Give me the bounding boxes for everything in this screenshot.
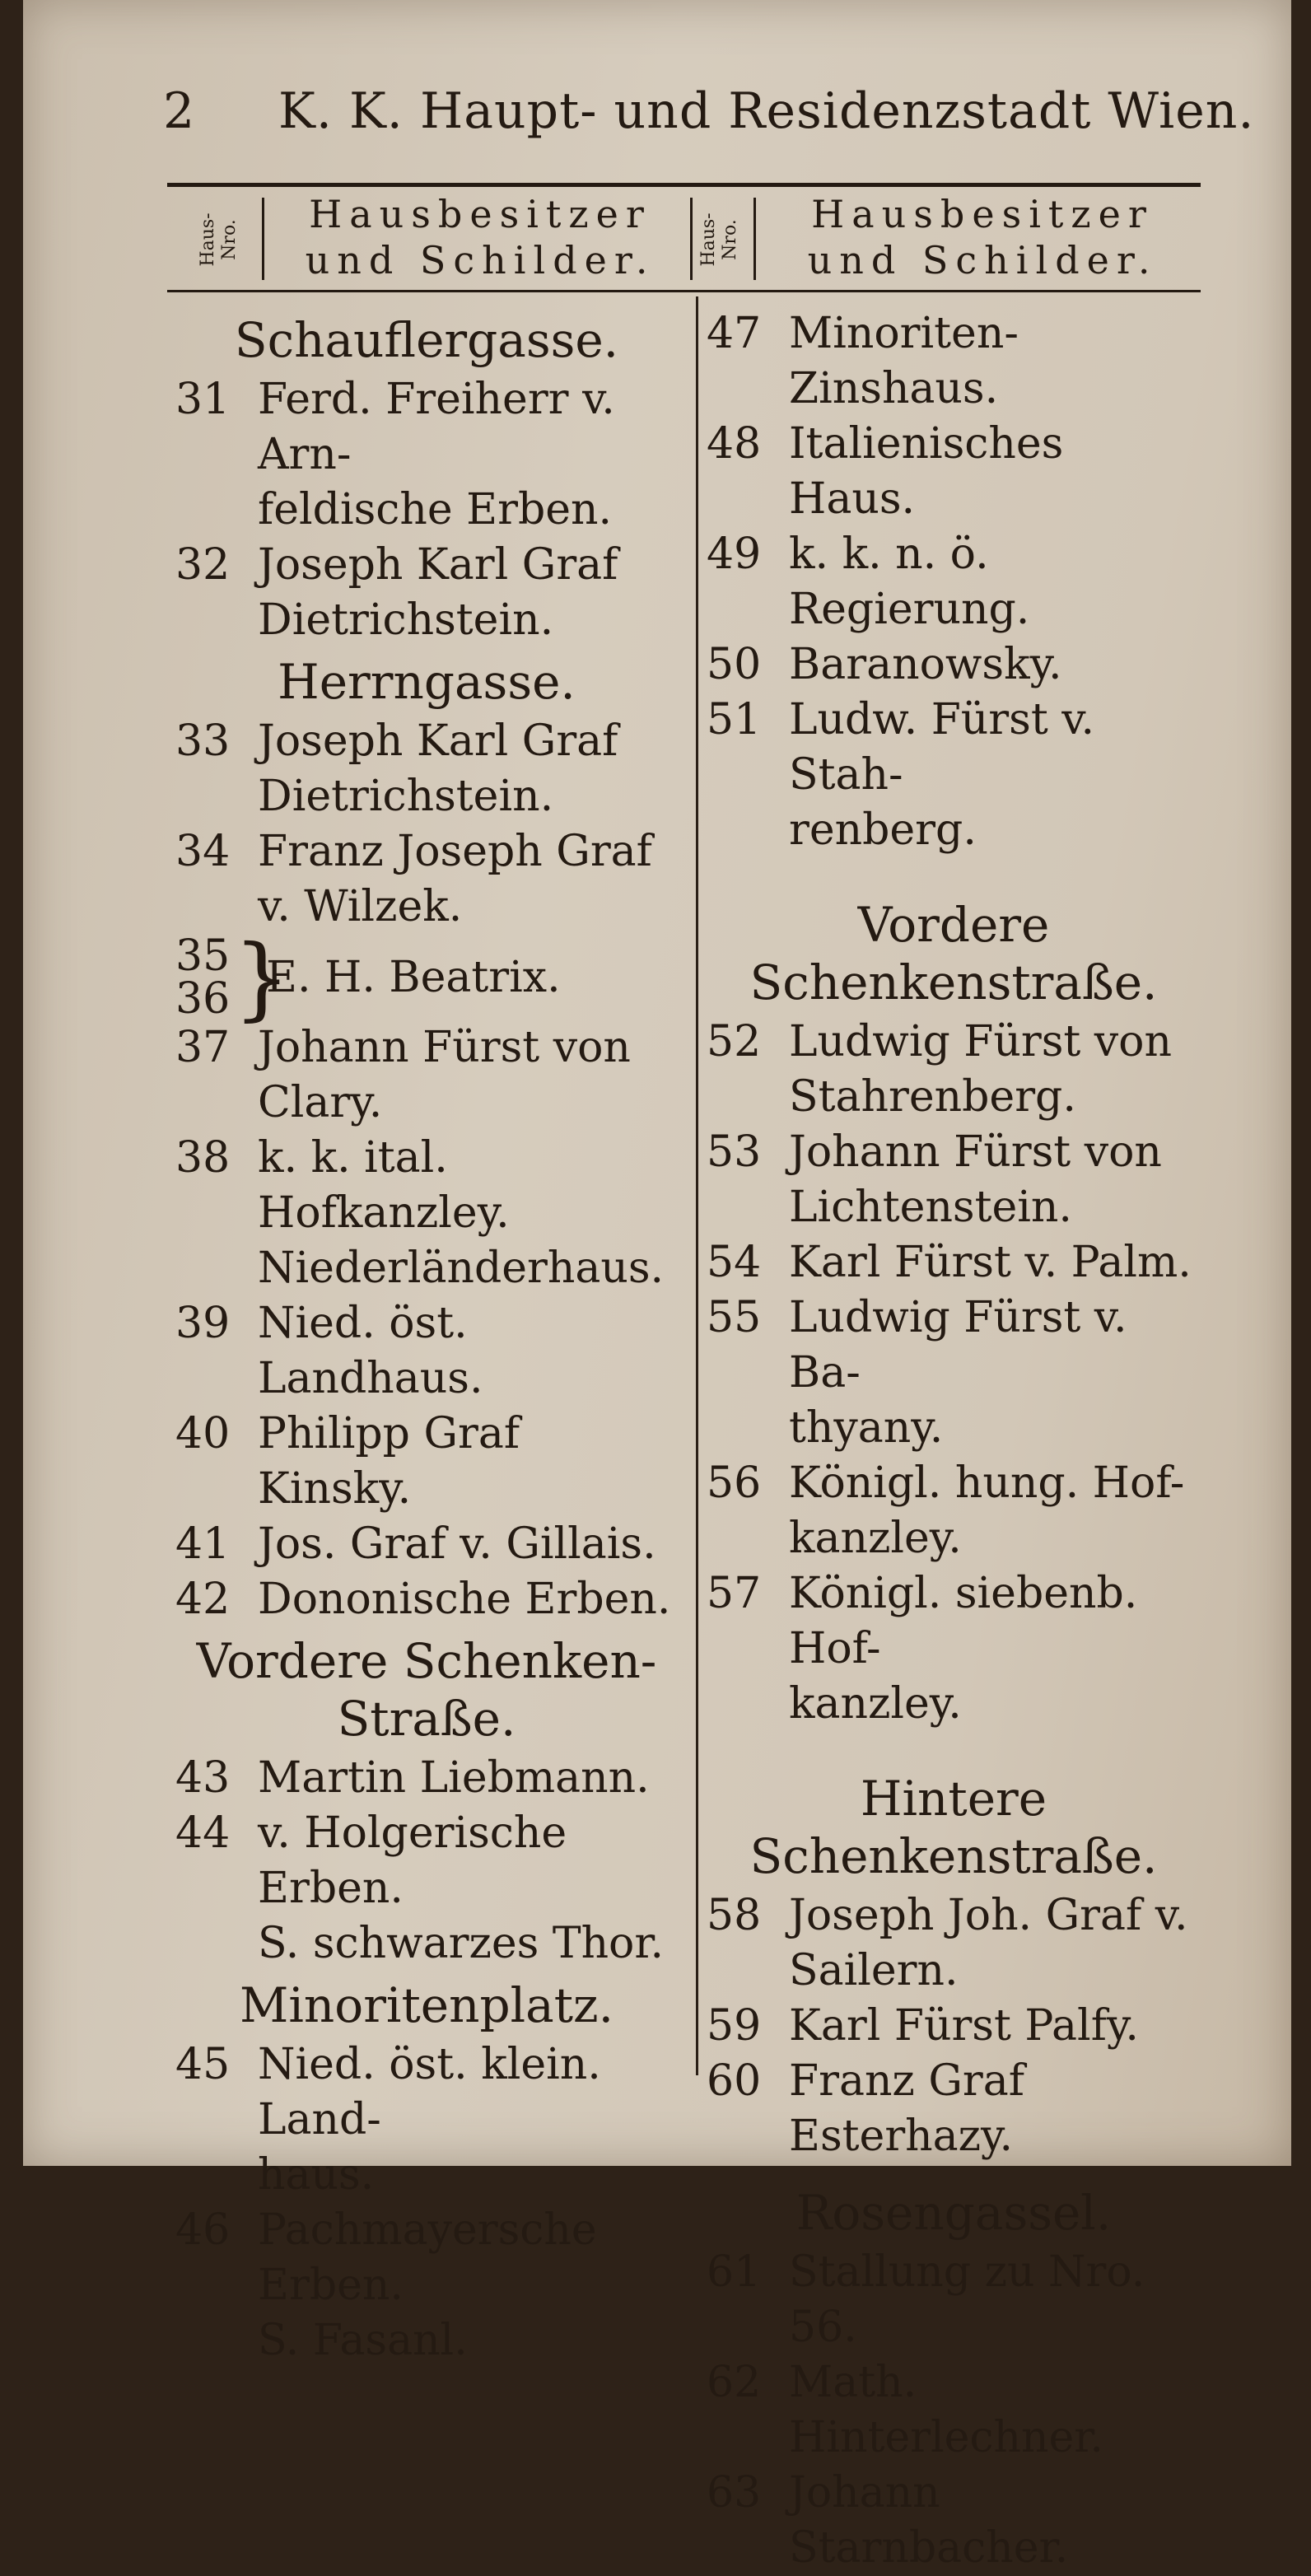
house-number: 43 [175, 1753, 231, 1803]
house-entry [707, 2355, 1201, 2466]
owner-name: Dietrichstein. [258, 595, 554, 645]
owner-name: Ludw. Fürst v. Stah- [789, 695, 1094, 800]
owner-name: Math. Hinterlechner. [789, 2358, 1103, 2462]
owner-name: kanzley. [789, 1514, 962, 1563]
column-header-owners-left: Hausbesitzer und Schilder. [305, 192, 656, 282]
house-number: 39 [175, 1299, 231, 1348]
brace-glyph: } [233, 925, 291, 1030]
owner-name: Nied. öst. klein. Land- [258, 2040, 601, 2144]
house-entry [175, 1517, 678, 1572]
owner-name: Königl. hung. Hof- [789, 1458, 1185, 1508]
owner-name: thyany. [789, 1403, 944, 1453]
left-column [175, 306, 678, 2368]
house-entry [707, 637, 1201, 693]
house-number: 32 [175, 540, 231, 590]
street-heading: Vordere Schenken- Straße. [196, 1633, 657, 1747]
owner-name: Philipp Graf Kinsky. [258, 1409, 520, 1514]
owner-name: Dononische Erben. [258, 1575, 671, 1624]
house-entry [707, 306, 1201, 417]
column-divider [696, 296, 698, 2075]
owner-name: Karl Fürst v. Palm. [789, 1238, 1192, 1287]
house-entry [707, 2245, 1201, 2355]
owner-name: Minoriten-Zinshaus. [789, 309, 1019, 413]
owner-name: Joseph Karl Graf [258, 540, 618, 590]
owner-name: Jos. Graf v. Gillais. [258, 1519, 656, 1569]
house-number: 47 [707, 309, 762, 358]
house-number: 53 [707, 1127, 762, 1177]
running-title: K. K. Haupt- und Residenzstadt Wien. [278, 82, 1255, 140]
owner-name: Clary. [258, 1078, 383, 1127]
owner-name: E. H. Beatrix. [266, 952, 561, 1002]
house-number: 48 [707, 419, 762, 469]
house-entry [175, 824, 678, 935]
owner-name: Sailern. [789, 1946, 959, 1995]
house-entry [707, 1888, 1201, 1999]
street-heading: Schauflergasse. [234, 312, 619, 368]
house-entry [175, 2203, 678, 2368]
house-number: 54 [707, 1238, 762, 1287]
house-number: 45 [175, 2040, 231, 2089]
owner-name: Dietrichstein. [258, 772, 554, 821]
house-number: 34 [175, 827, 231, 876]
street-heading: Rosengassel. [795, 2185, 1112, 2241]
column-header-number-left: Haus- Nro. [198, 212, 240, 267]
house-entry [175, 538, 678, 648]
house-entry [175, 1131, 678, 1296]
column-header-owners-right: Hausbesitzer und Schilder. [807, 192, 1158, 282]
owner-name: Ludwig Fürst von [789, 1017, 1172, 1066]
house-entry [707, 1456, 1201, 1566]
owner-name: Joseph Karl Graf [258, 716, 618, 766]
owner-name: renberg. [789, 805, 977, 855]
page-number: 2 [163, 82, 195, 140]
house-number: 51 [707, 695, 762, 744]
book-page [23, 0, 1291, 2573]
owner-name: kanzley. [789, 1679, 962, 1729]
house-number: 58 [707, 1891, 762, 1940]
column-header-number-right: Haus- Nro. [698, 212, 740, 267]
owner-name: Nied. öst. Landhaus. [258, 1299, 483, 1403]
house-number: 63 [707, 2468, 762, 2518]
house-number: 59 [707, 2001, 762, 2051]
header-rule-top [167, 183, 1201, 187]
house-number: 55 [707, 1293, 762, 1342]
owner-name: Lichtenstein. [789, 1183, 1072, 1232]
house-entry [707, 1125, 1201, 1235]
house-number: 61 [707, 2247, 762, 2297]
house-entry [175, 1020, 678, 1131]
house-entry [707, 1566, 1201, 1732]
house-entry [175, 1751, 678, 1806]
house-number: 52 [707, 1017, 762, 1066]
house-number: 62 [707, 2358, 762, 2407]
house-entry [175, 1407, 678, 1517]
house-entry [175, 1572, 678, 1627]
house-number: 42 [175, 1575, 231, 1624]
owner-name: Ludwig Fürst v. Ba- [789, 1293, 1127, 1398]
house-number: 57 [707, 1569, 762, 1618]
owner-name: Franz Joseph Graf [258, 827, 652, 876]
owner-name: Johann Starnbacher. [789, 2468, 1069, 2573]
house-number: 56 [707, 1458, 762, 1508]
street-heading: Herrngasse. [278, 654, 576, 710]
owner-name: Pachmayersche Erben. [258, 2205, 597, 2310]
owner-name: k. k. ital. Hofkanzley. [258, 1133, 510, 1238]
owner-name: haus. [258, 2150, 375, 2200]
owner-name: Königl. siebenb. Hof- [789, 1569, 1138, 1673]
owner-name: Joseph Joh. Graf v. [789, 1891, 1188, 1940]
house-entry [175, 372, 678, 538]
owner-name: Franz Graf Esterhazy. [789, 2056, 1024, 2161]
house-number: 33 [175, 716, 231, 766]
owner-name: Johann Fürst von [789, 1127, 1162, 1177]
house-entry [707, 417, 1201, 527]
house-entry [707, 2466, 1201, 2576]
owner-name: Stahrenberg. [789, 1072, 1076, 1122]
house-number: 50 [707, 640, 762, 689]
page-header [23, 78, 1291, 144]
owner-name: Baranowsky. [789, 640, 1062, 689]
house-entry-paired [175, 925, 678, 1030]
house-entry [707, 1235, 1201, 1290]
house-entry [707, 527, 1201, 637]
owner-name: Stallung zu Nro. 56. [789, 2247, 1145, 2352]
owner-name: Italienisches Haus. [789, 419, 1064, 524]
house-entry [707, 1015, 1201, 1125]
house-number: 44 [175, 1808, 231, 1858]
owner-name: feldische Erben. [258, 485, 613, 534]
house-number: 37 [175, 1023, 231, 1072]
house-number: 41 [175, 1519, 231, 1569]
owner-name: S. Fasanl. [258, 2316, 468, 2365]
house-entry [175, 714, 678, 824]
house-entry [175, 2037, 678, 2203]
owner-name: Johann Fürst von [258, 1023, 631, 1072]
owner-name: v. Holgerische Erben. [258, 1808, 567, 1913]
right-column [707, 306, 1201, 2576]
owner-name: Ferd. Freiherr v. Arn- [258, 375, 615, 479]
street-heading: Hintere Schenkenstraße. [749, 1771, 1158, 1884]
owner-name: Martin Liebmann. [258, 1753, 650, 1803]
house-number: 38 [175, 1133, 231, 1183]
house-number: 40 [175, 1409, 231, 1458]
owner-name: k. k. n. ö. Regierung. [789, 530, 1030, 634]
owner-name: S. schwarzes Thor. [258, 1919, 665, 1968]
house-number: 46 [175, 2205, 231, 2255]
house-number: 35 [175, 931, 231, 981]
house-entry [707, 1999, 1201, 2054]
house-entry [175, 1806, 678, 1972]
house-number: 31 [175, 375, 231, 424]
owner-name: v. Wilzek. [258, 882, 463, 931]
street-heading: Vordere Schenkenstraße. [749, 897, 1158, 1010]
house-entry [707, 2054, 1201, 2164]
house-entry [707, 693, 1201, 858]
house-number: 36 [175, 974, 231, 1024]
header-rule-bottom [167, 290, 1201, 292]
house-entry [707, 1290, 1201, 1456]
house-number: 49 [707, 530, 762, 579]
owner-name: Niederländerhaus. [258, 1244, 665, 1293]
house-number: 60 [707, 2056, 762, 2106]
owner-name: Karl Fürst Palfy. [789, 2001, 1139, 2051]
house-entry [175, 1296, 678, 1407]
street-heading: Minoritenplatz. [239, 1977, 614, 2033]
